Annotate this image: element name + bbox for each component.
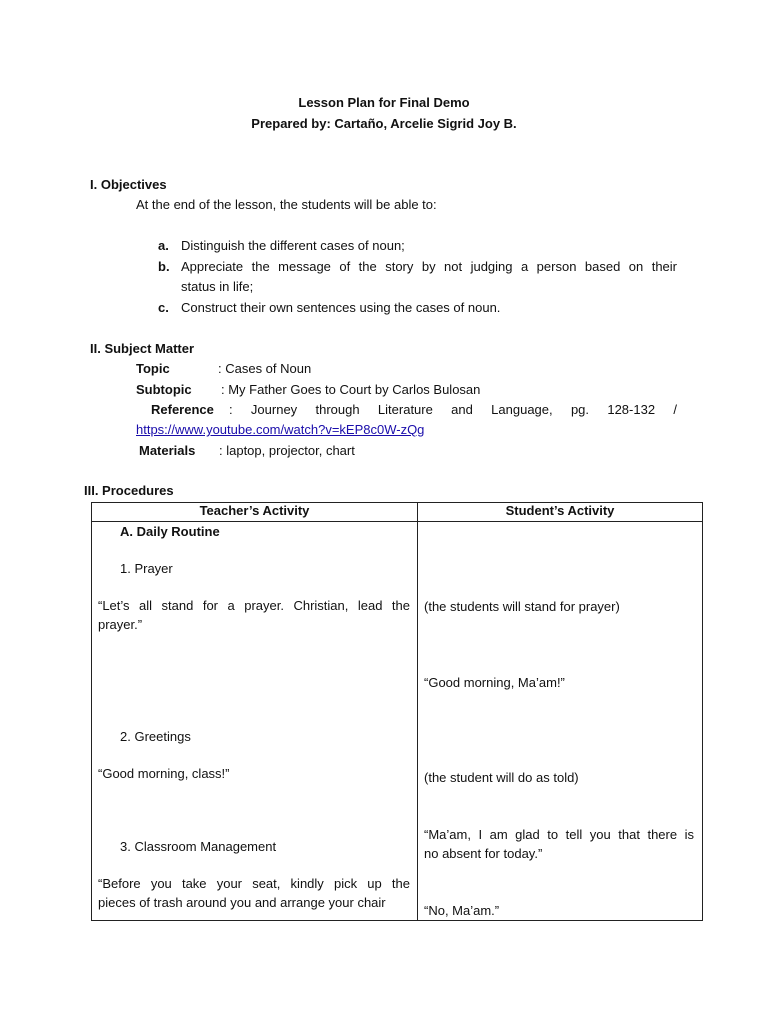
document-title: Lesson Plan for Final Demo <box>298 95 470 110</box>
student-absent-line2: no absent for today.” <box>424 846 543 861</box>
materials-value: : laptop, projector, chart <box>219 443 355 458</box>
student-absent-line1: “Ma’am, I am glad to tell you that there is <box>424 827 694 842</box>
objective-marker-a: a. <box>158 238 169 253</box>
reference-value: : Journey through Literature and Language, pg. 128-132 / <box>229 402 677 417</box>
topic-label: Topic <box>136 361 170 376</box>
objective-marker-b: b. <box>158 259 170 274</box>
subtopic-value: : My Father Goes to Court by Carlos Bulosan <box>221 382 481 397</box>
student-good-morning: “Good morning, Ma’am!” <box>424 675 565 690</box>
prayer-step: 1. Prayer <box>120 561 173 576</box>
reference-link[interactable]: https://www.youtube.com/watch?v=kEP8c0W-zQg <box>136 422 425 437</box>
greet-quote: “Good morning, class!” <box>98 766 230 781</box>
management-quote-line1: “Before you take your seat, kindly pick up the <box>98 876 410 891</box>
student-no-maam: “No, Ma’am.” <box>424 903 500 918</box>
prayer-quote-line2: prayer.” <box>98 617 143 632</box>
classroom-management-step: 3. Classroom Management <box>120 839 277 854</box>
teacher-activity-header: Teacher’s Activity <box>92 503 418 522</box>
objectives-heading: I. Objectives <box>90 177 167 192</box>
prepared-by: Prepared by: Cartaño, Arcelie Sigrid Joy B. <box>251 116 517 131</box>
topic-value: : Cases of Noun <box>218 361 312 376</box>
student-stand-response: (the students will stand for prayer) <box>424 599 620 614</box>
materials-label: Materials <box>139 443 196 458</box>
management-quote-line2: pieces of trash around you and arrange your chair <box>98 895 386 910</box>
objective-b-line1: Appreciate the message of the story by not judging a person based on their <box>181 259 677 274</box>
reference-label: Reference <box>151 402 214 417</box>
subtopic-label: Subtopic <box>136 382 192 397</box>
student-activity-header: Student’s Activity <box>418 503 703 522</box>
procedures-table <box>91 502 703 921</box>
greetings-step: 2. Greetings <box>120 729 191 744</box>
objective-b-line2: status in life; <box>181 279 254 294</box>
student-as-told: (the student will do as told) <box>424 770 579 785</box>
subject-matter-heading: II. Subject Matter <box>90 341 195 356</box>
objective-marker-c: c. <box>158 300 169 315</box>
procedures-heading: III. Procedures <box>84 483 174 498</box>
daily-routine: A. Daily Routine <box>120 524 220 539</box>
objective-c: Construct their own sentences using the cases of noun. <box>181 300 501 315</box>
objective-a: Distinguish the different cases of noun; <box>181 238 405 253</box>
prayer-quote-line1: “Let’s all stand for a prayer. Christian, lead the <box>98 598 410 613</box>
student-activity-cell <box>418 522 703 921</box>
objectives-intro: At the end of the lesson, the students will be able to: <box>136 197 437 212</box>
teacher-activity-cell <box>92 522 418 921</box>
